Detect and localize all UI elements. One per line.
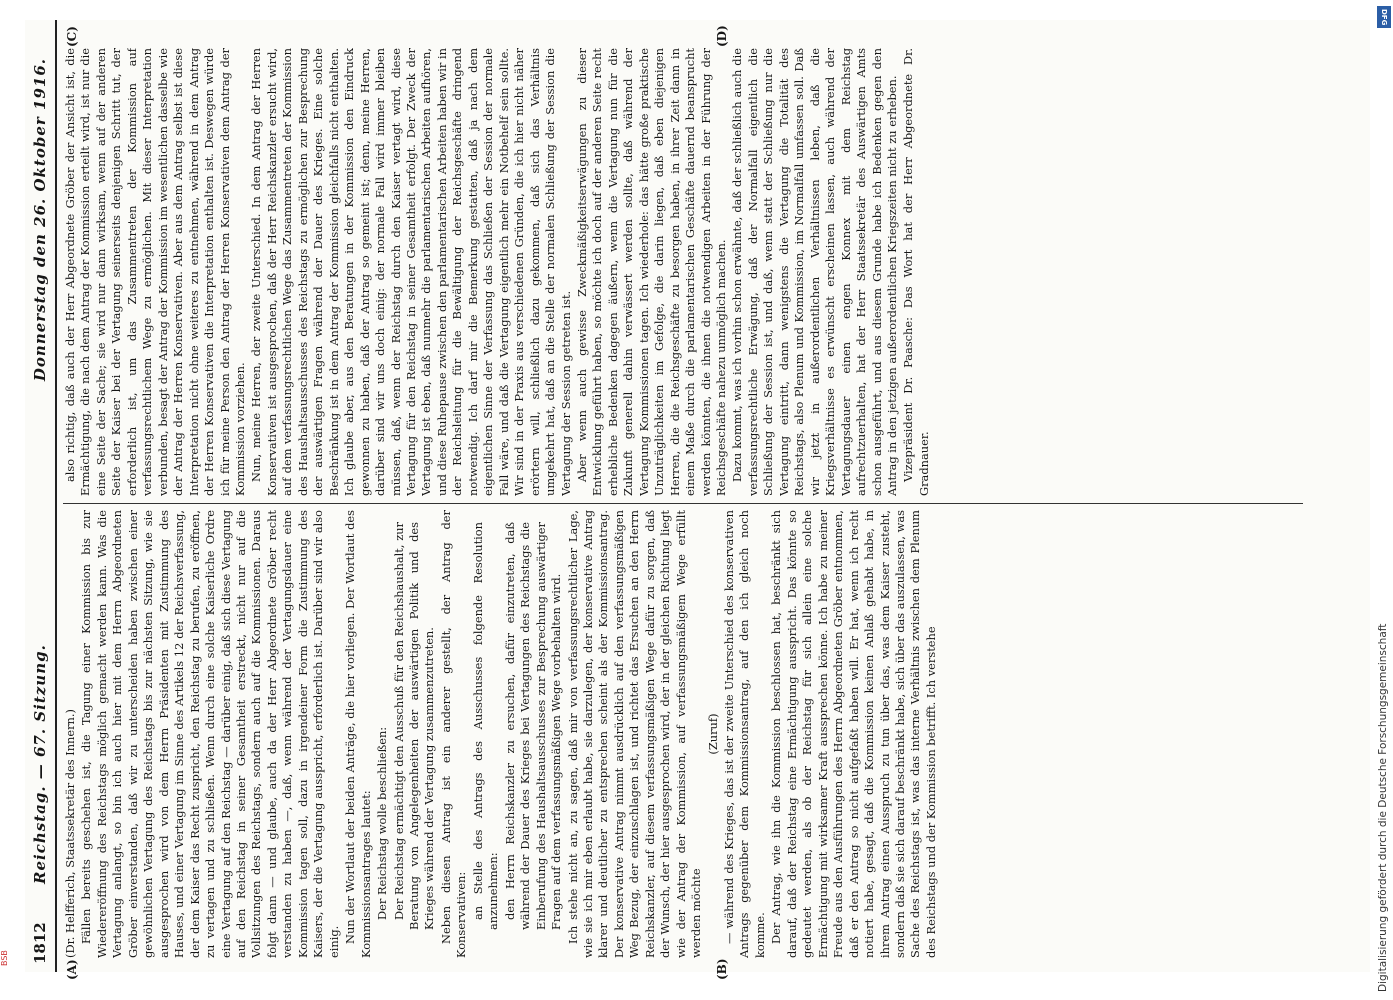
margin-marker-c: (C): [65, 26, 79, 47]
paragraph: — während des Krieges, das ist der zweite Unterschied des konservativen Antrags gegenüber dem Kommissionsantrag, auf den ich gleich noch komme.: [722, 510, 767, 958]
dfg-logo: DFG: [1377, 6, 1391, 28]
margin-marker-b: (B): [715, 958, 729, 980]
paragraph: Nun, meine Herren, der zweite Unterschied. In dem Antrag der Herren Konservativen ist ausgesprochen, daß der Herr Reichskanzler ersucht wird, auf dem verfassungsrechtlichen Wege das Zusammentreten der Kommission des Haushaltsausschusses des Reichstags zu ermöglichen zur Besprechung der auswärtigen Fragen während der Dauer des Krieges. Eine solche Beschränkung ist in dem Antrag der Kommission gleichfalls nicht enthalten. Ich glaube aber, aus den Beratungen in der Kommission den Eindruck gewonnen zu haben, daß der Antrag so gemeint ist; denn, meine Herren, darüber sind wir uns doch einig: der normale Fall wird immer bleiben müssen, daß, wenn der Reichstag durch den Kaiser vertagt wird, diese Vertagung für den Reichstag in seiner Gesamtheit erfolgt. Der Zweck der Vertagung ist eben, daß nunmehr die parlamentarischen Arbeiten aufhören, und diese Ruhepause zwischen den parlamentarischen Arbeiten haben wir in der Reichsleitung für die Bewältigung der Reichsgeschäfte dringend notwendig. Ich darf mir die Bemerkung gestatten, daß ja nach dem eigentlichen Sinne der Verfassung das Schließen der Session der normale Fall wäre, und daß die Vertagung eigentlich mehr ein Notbehelf sein sollte. Wir sind in der Praxis aus verschiedenen Gründen, die ich hier nicht näher erörtern will, schließlich dazu gekommen, daß sich das Verhältnis umgekehrt hat, daß an die Stelle der normalen Schließung der Session die Vertagung der Session getreten ist.: [249, 48, 573, 496]
paragraph: (Dr. Helfferich, Staatssekretär des Innern.): [63, 709, 77, 958]
paragraph: Aber wenn auch gewisse Zweckmäßigkeitserwägungen zu dieser Entwicklung geführt haben, so möchte ich doch auf der anderen Seite recht erhebliche Bedenken dagegen äußern, wenn die Vertagung nun für die Zukunft generell dahin verwässert werden sollte, daß während der Vertagung Kommissionen tagen. Ich wiederhole: das hätte große praktische Unzuträglichkeiten im Gefolge, die darin liegen, daß eben diejenigen Herren, die die Reichsgeschäfte zu besorgen haben, in ihrer Zeit dann in einem Maße durch die parlamentarischen Geschäfte dauernd beansprucht werden könnten, die ihnen die notwendigen Arbeiten in der Führung der Reichsgeschäfte nahezu unmöglich machen.: [574, 48, 729, 496]
paragraph: an Stelle des Antrags des Ausschusses folgende Resolution anzunehmen:: [470, 522, 501, 930]
paragraph: Neben diesen Antrag ist ein anderer gestellt, der Antrag der Konservativen:: [438, 510, 469, 958]
paragraph: also richtig, daß auch der Herr Abgeordnete Gröber der Ansicht ist, die Ermächtigung, die nach dem Antrag der Kommission erteilt wird, ist nur die eine Seite der Sache; sie wird nur dann wirksam, wenn auf der anderen Seite der Kaiser bei der Vertagung seinerseits denjenigen Schritt tut, der erforderlich ist, um das Zusammentreten der Kommission auf verfassungsrechtlichem Wege zu ermöglichen. Mit dieser Interpretation verbunden, besagt der Antrag der Kommission im wesentlichen dasselbe wie der Antrag der Herren Konservativen. Aber aus dem Antrag selbst ist diese Interpretation nicht ohne weiteres zu entnehmen, während in dem Antrag der Herren Konservativen die Interpretation enthalten ist. Deswegen würde ich für meine Person den Antrag der Herren Konservativen dem Antrag der Kommission vorziehen.: [63, 48, 247, 496]
digitization-credit: Digitalisierung gefördert durch die Deutsche Forschungsgemeinschaft: [1377, 623, 1389, 992]
column-divider: [63, 503, 1303, 504]
newspaper-page: [25, 20, 1370, 980]
paragraph: (Zuruf): [705, 713, 720, 755]
paragraph: Fällen bereits geschehen ist, die Tagung einer Kommission bis zur Wiedereröffnung des Reichstags möglich gemacht werden kann. Was die Vertagung anlangt, so bin ich auch hier mit dem Herrn Abgeordneten Gröber einverstanden, daß wir zu unterscheiden haben zwischen einer gewöhnlichen Vertagung des Reichstags bis zur nächsten Sitzung, wie sie ausgesprochen wird von dem Herrn Präsidenten mit Zustimmung des Hauses, und einer Vertagung im Sinne des Artikels 12 der Reichsverfassung, der dem Kaiser das Recht zuspricht, den Reichstag zu berufen, zu eröffnen, zu vertagen und zu schließen. Wenn durch eine solche Kaiserliche Ordre eine Vertagung auf den Reichstag — darüber einig, daß sich diese Vertagung auf den Reichstag in seiner Gesamtheit erstreckt, nicht nur auf die Vollsitzungen des Reichstags, sondern auch auf die Kommissionen. Daraus folgt dann — und glaube, auch da der Herr Abgeordnete Gröber recht verstanden zu haben —, daß, wenn während der Vertagungsdauer eine Kommission tagen soll, dazu in irgendeiner Form die Zustimmung des Kaisers, der die Vertagung ausspricht, erforderlich ist. Darüber sind wir also einig.: [79, 510, 341, 958]
paragraph: den Herrn Reichskanzler zu ersuchen, dafür einzutreten, daß während der Dauer des Krieges bei Vertagungen des Reichstags die Einberufung des Haushaltsausschusses zur Besprechung auswärtiger Fragen auf dem verfassungsmäßigen Wege vorbehalten wird.: [502, 522, 564, 930]
paragraph: Vizepräsident Dr. Paasche: Das Wort hat der Herr Abgeordnete Dr. Gradnauer.: [901, 48, 931, 496]
column-left: [63, 510, 1303, 958]
margin-marker-a: (A): [65, 959, 79, 980]
page-header: [29, 28, 55, 964]
column-right: [63, 48, 1303, 496]
paragraph: Dazu kommt, was ich vorhin schon erwähnte, daß der schließlich auch die verfassungsrechtliche Erwägung, daß der Normalfall eigentlich die Schließung der Session ist, und daß, wenn statt der Schließung nur die Vertagung eintritt, dann wenigstens die Vertagung die Totalität des Reichstags, also Plenum und Kommission, im Normalfall umfassen soll. Daß wir jetzt in außerordentlichen Verhältnissen leben, daß die Kriegsverhältnisse es erwünscht erscheinen lassen, auch während der Vertagungsdauer einen engen Konnex mit dem Reichstag aufrechtzuerhalten, hat der Herr Staatssekretär des Auswärtigen Amts schon ausgeführt, und aus diesem Grunde habe ich Bedenken gegen den Antrag in den jetzigen außerordentlichen Kriegszeiten nicht zu erheben.: [730, 48, 900, 496]
header-rule: [55, 20, 57, 972]
session-title: Reichstag. — 67. Sitzung.: [31, 644, 49, 884]
page-number: 1812: [31, 922, 49, 964]
margin-marker-d: (D): [715, 25, 729, 47]
paragraph: Nun der Wortlaut der beiden Anträge, die hier vorliegen. Der Wortlaut des Kommissionsantrages lautet:: [343, 510, 373, 958]
session-date: Donnerstag den 26. Oktober 1916.: [31, 58, 49, 382]
paragraph: Der Antrag, wie ihn die Kommission beschlossen hat, beschränkt sich darauf, daß der Reichstag eine Ermächtigung ausspricht. Das könnte so gedeutet werden, als ob der Reichstag für sich allein eine solche Ermächtigung mit wirksamer Kraft aussprechen könne. Ich habe zu meiner Freude aus den Ausführungen des Herrn Abgeordneten Gröber entnommen, daß er den Antrag so nicht aufgefaßt haben will. Er hat, wenn ich recht notiert habe, gesagt, daß die Kommission keinen Anlaß gehabt habe, in ihrem Antrag einen Ausspruch zu tun über das, was dem Kaiser zusteht, sondern daß sie sich darauf beschränkt habe, sich über das auszulassen, was Sache des Reichstags ist, was das interne Verhältnis zwischen dem Plenum des Reichstags und der Kommission betrifft. Ich verstehe: [769, 510, 938, 958]
paragraph: Ich stehe nicht an, zu sagen, daß mir von verfassungsrechtlicher Lage, wie sie ich mir eben erlaubt habe, sie darzulegen, der konservative Antrag klarer und deutlicher zu entsprechen scheint als der Kommissionsantrag. Der konservative Antrag nimmt ausdrücklich auf den verfassungsmäßigen Weg Bezug, der einzuschlagen ist, und richtet das Ersuchen an den Herrn Reichskanzler, auf diesem verfassungsmäßigen Wege dafür zu sorgen, daß der Wunsch, der hier ausgesprochen wird, der in der gleichen Richtung liegt wie der Antrag der Kommission, auf verfassungsmäßigem Wege erfüllt werden möchte: [565, 510, 704, 958]
paragraph: Der Reichstag wolle beschließen:: [375, 726, 390, 920]
library-stamp: BSB: [0, 950, 9, 966]
paragraph: Der Reichstag ermächtigt den Ausschuß für den Reichshaushalt, zur Beratung von Angelegenheiten der auswärtigen Politik und des Krieges während der Vertagung zusammenzutreten.: [391, 522, 437, 930]
